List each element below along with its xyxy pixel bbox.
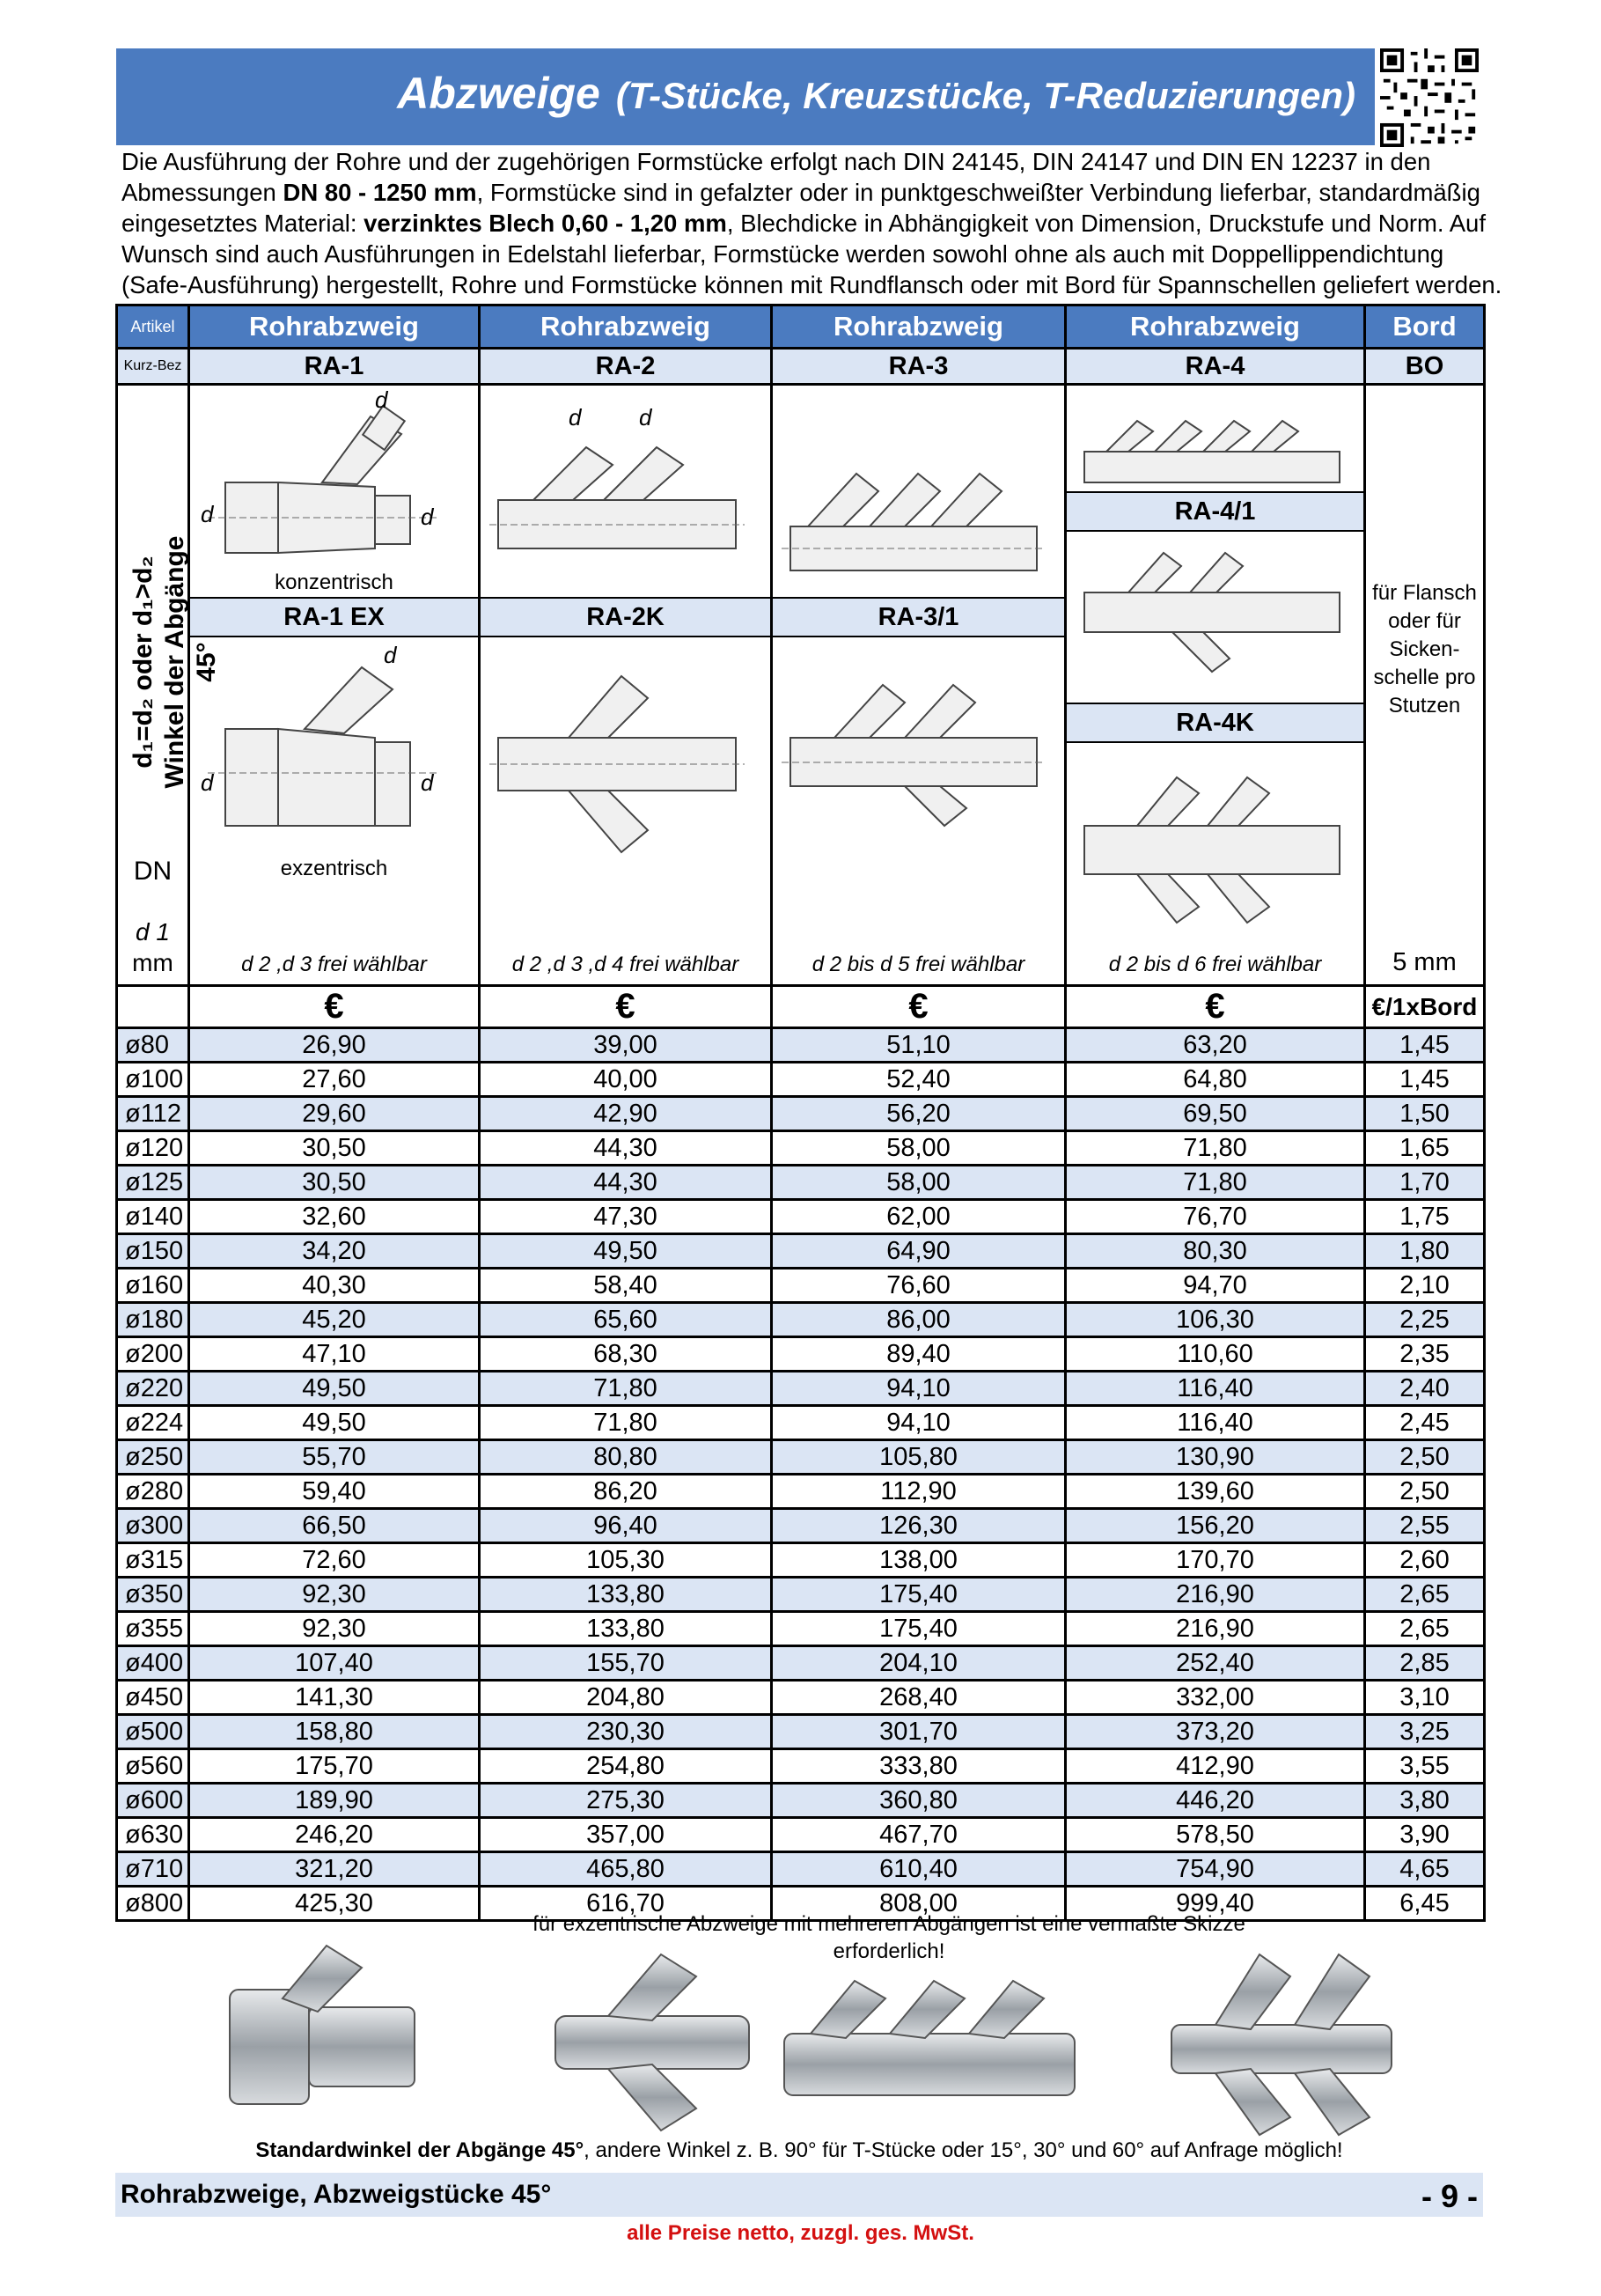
col-name: Rohrabzweig <box>1066 305 1365 349</box>
dn-cell: ø100 <box>117 1063 189 1097</box>
currency-label: € <box>480 986 772 1028</box>
table-row <box>117 1509 1485 1543</box>
drawing-ra1 <box>189 385 480 986</box>
price-cell: 610,40 <box>772 1852 1066 1887</box>
price-cell: 86,20 <box>480 1475 772 1509</box>
footer-title: Rohrabzweige, Abzweigstücke 45° <box>121 2180 552 2209</box>
free-choice-ra4: d 2 bis d 6 frei wählbar <box>1108 953 1322 976</box>
table-row <box>117 1406 1485 1440</box>
table-row <box>117 1440 1485 1475</box>
bord-mm: 5 mm <box>1392 948 1457 976</box>
price-cell: 107,40 <box>189 1646 480 1681</box>
price-table <box>115 304 1486 1922</box>
price-cell: 1,70 <box>1365 1166 1485 1200</box>
col-code: RA-2 <box>480 349 772 385</box>
price-cell: 155,70 <box>480 1646 772 1681</box>
price-cell: 45,20 <box>189 1303 480 1337</box>
table-row <box>117 1612 1485 1646</box>
dn-cell: ø112 <box>117 1097 189 1131</box>
price-cell: 80,30 <box>1066 1234 1365 1269</box>
ra41-drawing-icon <box>1067 531 1366 698</box>
sub-variant-ra4-1: RA-4/1 <box>1067 491 1363 532</box>
price-cell: 44,30 <box>480 1131 772 1166</box>
price-cell: 32,60 <box>189 1200 480 1234</box>
price-cell: 321,20 <box>189 1852 480 1887</box>
currency-label-bord: €/1xBord <box>1365 986 1485 1028</box>
price-cell: 175,70 <box>189 1749 480 1784</box>
price-cell: 49,50 <box>189 1372 480 1406</box>
price-cell: 66,50 <box>189 1509 480 1543</box>
dn-cell: ø630 <box>117 1818 189 1852</box>
svg-text:d: d <box>639 404 652 430</box>
qr-code-icon <box>1380 48 1479 147</box>
ra2-drawing-icon <box>481 386 771 592</box>
table-row <box>117 1818 1485 1852</box>
price-cell: 94,10 <box>772 1372 1066 1406</box>
col-code: RA-1 <box>189 349 480 385</box>
price-cell: 51,10 <box>772 1028 1066 1063</box>
col-name: Rohrabzweig <box>480 305 772 349</box>
price-cell: 175,40 <box>772 1612 1066 1646</box>
price-cell: 94,70 <box>1066 1269 1365 1303</box>
price-cell: 30,50 <box>189 1166 480 1200</box>
col-code: RA-3 <box>772 349 1066 385</box>
ra2k-drawing-icon <box>481 641 771 887</box>
svg-text:d: d <box>421 504 434 530</box>
price-cell: 189,90 <box>189 1784 480 1818</box>
price-cell: 3,55 <box>1365 1749 1485 1784</box>
dn-cell: ø600 <box>117 1784 189 1818</box>
dn-cell: ø280 <box>117 1475 189 1509</box>
free-choice-ra3: d 2 bis d 5 frei wählbar <box>812 953 1025 976</box>
dn-cell: ø120 <box>117 1131 189 1166</box>
code-row <box>117 349 1485 385</box>
caption-konzentrisch: konzentrisch <box>275 570 393 594</box>
price-cell: 27,60 <box>189 1063 480 1097</box>
page-number: - 9 - <box>1421 2178 1478 2214</box>
dn-cell: ø180 <box>117 1303 189 1337</box>
dn-cell: ø350 <box>117 1578 189 1612</box>
free-choice-ra2: d 2 ,d 3 ,d 4 frei wählbar <box>511 953 739 976</box>
price-cell: 29,60 <box>189 1097 480 1131</box>
price-cell: 71,80 <box>480 1372 772 1406</box>
price-cell: 58,40 <box>480 1269 772 1303</box>
price-cell: 40,30 <box>189 1269 480 1303</box>
price-cell: 268,40 <box>772 1681 1066 1715</box>
dn-cell: ø800 <box>117 1887 189 1921</box>
side-label-cell <box>117 385 221 986</box>
price-cell: 465,80 <box>480 1852 772 1887</box>
price-cell: 89,40 <box>772 1337 1066 1372</box>
price-cell: 425,30 <box>189 1887 480 1921</box>
currency-label: € <box>772 986 1066 1028</box>
price-cell: 332,00 <box>1066 1681 1365 1715</box>
price-cell: 126,30 <box>772 1509 1066 1543</box>
drawing-ra3 <box>772 385 1066 986</box>
price-cell: 275,30 <box>480 1784 772 1818</box>
price-cell: 110,60 <box>1066 1337 1365 1372</box>
price-cell: 63,20 <box>1066 1028 1365 1063</box>
table-row <box>117 1097 1485 1131</box>
price-cell: 2,65 <box>1365 1578 1485 1612</box>
price-cell: 1,75 <box>1365 1200 1485 1234</box>
table-row <box>117 1475 1485 1509</box>
price-cell: 71,80 <box>1066 1131 1365 1166</box>
svg-text:d: d <box>569 404 582 430</box>
bord-note: für Flansch oder für Sicken-schelle pro Stutzen <box>1372 581 1477 718</box>
svg-text:d: d <box>201 501 214 527</box>
standard-angle-note: Standardwinkel der Abgänge 45°, andere Winkel z. B. 90° für T-Stücke oder 15°, 30° und 60° auf Anfrage möglich! <box>255 2138 1343 2162</box>
table-row <box>117 1543 1485 1578</box>
price-cell: 2,55 <box>1365 1509 1485 1543</box>
side-label-rotated: d₁=d₂ oder d₁>d₂ Winkel der Abgänge 45° <box>129 535 221 789</box>
price-cell: 92,30 <box>189 1612 480 1646</box>
price-cell: 467,70 <box>772 1818 1066 1852</box>
price-cell: 71,80 <box>1066 1166 1365 1200</box>
price-cell: 49,50 <box>480 1234 772 1269</box>
price-cell: 216,90 <box>1066 1612 1365 1646</box>
currency-label: € <box>1066 986 1365 1028</box>
price-cell: 141,30 <box>189 1681 480 1715</box>
page-footer <box>115 2173 1483 2217</box>
table-row <box>117 1852 1485 1887</box>
svg-text:d: d <box>384 642 397 668</box>
price-cell: 59,40 <box>189 1475 480 1509</box>
svg-text:d: d <box>201 769 214 796</box>
price-cell: 808,00 <box>772 1887 1066 1921</box>
sub-variant-ra1: RA-1 EX <box>190 597 478 637</box>
price-cell: 412,90 <box>1066 1749 1365 1784</box>
dn-cell: ø220 <box>117 1372 189 1406</box>
svg-text:d: d <box>421 769 434 796</box>
price-cell: 156,20 <box>1066 1509 1365 1543</box>
price-cell: 252,40 <box>1066 1646 1365 1681</box>
price-cell: 47,10 <box>189 1337 480 1372</box>
price-cell: 94,10 <box>772 1406 1066 1440</box>
col-name: Rohrabzweig <box>772 305 1066 349</box>
table-row <box>117 1578 1485 1612</box>
photo-ra2k-icon <box>555 1954 749 2130</box>
photo-ra1-icon <box>230 1946 415 2104</box>
price-cell: 3,80 <box>1365 1784 1485 1818</box>
price-cell: 301,70 <box>772 1715 1066 1749</box>
price-cell: 373,20 <box>1066 1715 1365 1749</box>
price-cell: 47,30 <box>480 1200 772 1234</box>
price-cell: 2,45 <box>1365 1406 1485 1440</box>
price-cell: 105,80 <box>772 1440 1066 1475</box>
price-cell: 2,35 <box>1365 1337 1485 1372</box>
dn-cell: ø125 <box>117 1166 189 1200</box>
price-cell: 4,65 <box>1365 1852 1485 1887</box>
price-cell: 40,00 <box>480 1063 772 1097</box>
sub-variant-ra2: RA-2K <box>481 597 770 637</box>
col-code: BO <box>1365 349 1485 385</box>
ra31-drawing-icon <box>773 641 1067 861</box>
dn-cell: ø200 <box>117 1337 189 1372</box>
price-cell: 39,00 <box>480 1028 772 1063</box>
price-cell: 2,85 <box>1365 1646 1485 1681</box>
price-cell: 216,90 <box>1066 1578 1365 1612</box>
ra4-drawing-icon <box>1067 386 1366 491</box>
free-choice-ra1: d 2 ,d 3 frei wählbar <box>241 953 427 976</box>
table-row <box>117 1681 1485 1715</box>
price-cell: 72,60 <box>189 1543 480 1578</box>
price-cell: 360,80 <box>772 1784 1066 1818</box>
price-cell: 105,30 <box>480 1543 772 1578</box>
price-cell: 333,80 <box>772 1749 1066 1784</box>
price-cell: 58,00 <box>772 1131 1066 1166</box>
ra4k-drawing-icon <box>1067 742 1366 945</box>
price-cell: 69,50 <box>1066 1097 1365 1131</box>
col-name: Rohrabzweig <box>189 305 480 349</box>
dn-label: DN <box>133 857 173 886</box>
price-cell: 71,80 <box>480 1406 772 1440</box>
price-cell: 2,25 <box>1365 1303 1485 1337</box>
table-row <box>117 1131 1485 1166</box>
price-cell: 1,65 <box>1365 1131 1485 1166</box>
caption-exzentrisch: exzentrisch <box>280 857 388 880</box>
price-cell: 133,80 <box>480 1578 772 1612</box>
table-row <box>117 1372 1485 1406</box>
page-title: Abzweige (T-Stücke, Kreuzstücke, T-Reduzierungen) <box>397 69 1355 118</box>
col-code: RA-4 <box>1066 349 1365 385</box>
dn-cell: ø80 <box>117 1028 189 1063</box>
price-cell: 357,00 <box>480 1818 772 1852</box>
ra3-drawing-icon <box>773 386 1067 592</box>
col-name: Bord <box>1365 305 1485 349</box>
table-row <box>117 1063 1485 1097</box>
price-cell: 92,30 <box>189 1578 480 1612</box>
drawing-ra2 <box>480 385 772 986</box>
price-cell: 2,60 <box>1365 1543 1485 1578</box>
price-cell: 34,20 <box>189 1234 480 1269</box>
table-row <box>117 1200 1485 1234</box>
ra1-drawing-icon <box>190 386 481 592</box>
sub-variant-ra3: RA-3/1 <box>773 597 1064 637</box>
price-cell: 175,40 <box>772 1578 1066 1612</box>
dn-cell: ø300 <box>117 1509 189 1543</box>
dn-cell: ø710 <box>117 1852 189 1887</box>
product-photos <box>115 1937 1483 2148</box>
price-cell: 106,30 <box>1066 1303 1365 1337</box>
price-cell: 230,30 <box>480 1715 772 1749</box>
price-cell: 578,50 <box>1066 1818 1365 1852</box>
price-cell: 2,50 <box>1365 1475 1485 1509</box>
intro-text: Die Ausführung der Rohre und der zugehörigen Formstücke erfolgt nach DIN 24145, DIN 24147 und DIN EN 12237 in den Abmessungen DN 80 - 1250 mm, Formstücke sind in gefalzter oder in punktgeschweißter Verbindung lieferbar, standardmäßig eingesetztes Material: verzinktes Blech 0,60 - 1,20 mm, Blechdicke in Abhängigkeit von Dimension, Druckstufe und Norm. Auf Wunsch sind auch Ausführungen in Edelstahl lieferbar, Formstücke werden sowohl ohne als auch mit Doppellippendichtung (Safe-Ausführung) hergestellt, Rohre und Formstücke können mit Rundflansch oder mit Bord für Spannschellen geliefert werden. <box>121 148 1502 298</box>
dn-cell: ø140 <box>117 1200 189 1234</box>
price-cell: 1,50 <box>1365 1097 1485 1131</box>
price-cell: 170,70 <box>1066 1543 1365 1578</box>
price-cell: 1,45 <box>1365 1028 1485 1063</box>
price-cell: 26,90 <box>189 1028 480 1063</box>
dn-cell: ø250 <box>117 1440 189 1475</box>
price-cell: 2,65 <box>1365 1612 1485 1646</box>
eccentric-note: für exzentrische Abzweige mit mehreren Abgängen ist eine vermaßte Skizze erforderlich! <box>532 1912 1245 1963</box>
d1-label: d 1 <box>136 918 170 946</box>
price-cell: 3,90 <box>1365 1818 1485 1852</box>
price-cell: 254,80 <box>480 1749 772 1784</box>
dn-cell: ø355 <box>117 1612 189 1646</box>
price-cell: 86,00 <box>772 1303 1066 1337</box>
price-cell: 446,20 <box>1066 1784 1365 1818</box>
price-cell: 754,90 <box>1066 1852 1365 1887</box>
table-row <box>117 1269 1485 1303</box>
price-cell: 96,40 <box>480 1509 772 1543</box>
price-cell: 246,20 <box>189 1818 480 1852</box>
price-cell: 2,10 <box>1365 1269 1485 1303</box>
price-cell: 76,70 <box>1066 1200 1365 1234</box>
price-cell: 76,60 <box>772 1269 1066 1303</box>
table-row <box>117 1715 1485 1749</box>
price-cell: 112,90 <box>772 1475 1066 1509</box>
bord-info-cell <box>1365 385 1485 986</box>
currency-label: € <box>189 986 480 1028</box>
currency-row <box>117 986 1485 1028</box>
price-cell: 49,50 <box>189 1406 480 1440</box>
ra1ex-drawing-icon <box>190 641 481 861</box>
page-header <box>116 48 1375 145</box>
table-row <box>117 1166 1485 1200</box>
price-cell: 3,25 <box>1365 1715 1485 1749</box>
price-cell: 204,80 <box>480 1681 772 1715</box>
photo-ra4k-icon <box>1171 1954 1392 2135</box>
mm-label: mm <box>132 949 173 976</box>
price-cell: 64,90 <box>772 1234 1066 1269</box>
price-cell: 1,80 <box>1365 1234 1485 1269</box>
table-row <box>117 1337 1485 1372</box>
price-cell: 116,40 <box>1066 1372 1365 1406</box>
price-cell: 133,80 <box>480 1612 772 1646</box>
dn-cell: ø315 <box>117 1543 189 1578</box>
dn-cell: ø560 <box>117 1749 189 1784</box>
kurz-label: Kurz-Bez <box>117 349 189 385</box>
dn-cell: ø150 <box>117 1234 189 1269</box>
price-cell: 64,80 <box>1066 1063 1365 1097</box>
price-cell: 56,20 <box>772 1097 1066 1131</box>
table-row <box>117 1784 1485 1818</box>
price-cell: 616,70 <box>480 1887 772 1921</box>
price-cell: 2,40 <box>1365 1372 1485 1406</box>
svg-text:d: d <box>375 386 388 413</box>
price-cell: 999,40 <box>1066 1887 1365 1921</box>
price-cell: 44,30 <box>480 1166 772 1200</box>
table-row <box>117 1646 1485 1681</box>
dn-cell: ø224 <box>117 1406 189 1440</box>
table-row <box>117 1303 1485 1337</box>
price-cell: 68,30 <box>480 1337 772 1372</box>
price-cell: 116,40 <box>1066 1406 1365 1440</box>
price-cell: 62,00 <box>772 1200 1066 1234</box>
drawing-ra4 <box>1066 385 1365 986</box>
price-cell: 139,60 <box>1066 1475 1365 1509</box>
price-cell: 6,45 <box>1365 1887 1485 1921</box>
dn-cell: ø160 <box>117 1269 189 1303</box>
price-cell: 158,80 <box>189 1715 480 1749</box>
price-cell: 55,70 <box>189 1440 480 1475</box>
dn-cell: ø500 <box>117 1715 189 1749</box>
dn-cell: ø400 <box>117 1646 189 1681</box>
price-cell: 52,40 <box>772 1063 1066 1097</box>
price-cell: 80,80 <box>480 1440 772 1475</box>
artikel-label: Artikel <box>117 305 189 349</box>
dn-cell: ø450 <box>117 1681 189 1715</box>
price-cell: 130,90 <box>1066 1440 1365 1475</box>
price-cell: 3,10 <box>1365 1681 1485 1715</box>
table-row <box>117 1234 1485 1269</box>
price-cell: 30,50 <box>189 1131 480 1166</box>
header-row <box>117 305 1485 349</box>
price-cell: 58,00 <box>772 1166 1066 1200</box>
price-cell: 204,10 <box>772 1646 1066 1681</box>
table-row <box>117 1749 1485 1784</box>
price-disclaimer: alle Preise netto, zuzgl. ges. MwSt. <box>627 2221 974 2245</box>
price-cell: 65,60 <box>480 1303 772 1337</box>
price-cell: 2,50 <box>1365 1440 1485 1475</box>
price-cell: 138,00 <box>772 1543 1066 1578</box>
price-cell: 42,90 <box>480 1097 772 1131</box>
price-cell: 1,45 <box>1365 1063 1485 1097</box>
table-row <box>117 1028 1485 1063</box>
sub-variant-ra4k: RA-4K <box>1067 703 1363 743</box>
photo-ra3-icon <box>784 1981 1075 2095</box>
drawing-row <box>117 385 1485 986</box>
